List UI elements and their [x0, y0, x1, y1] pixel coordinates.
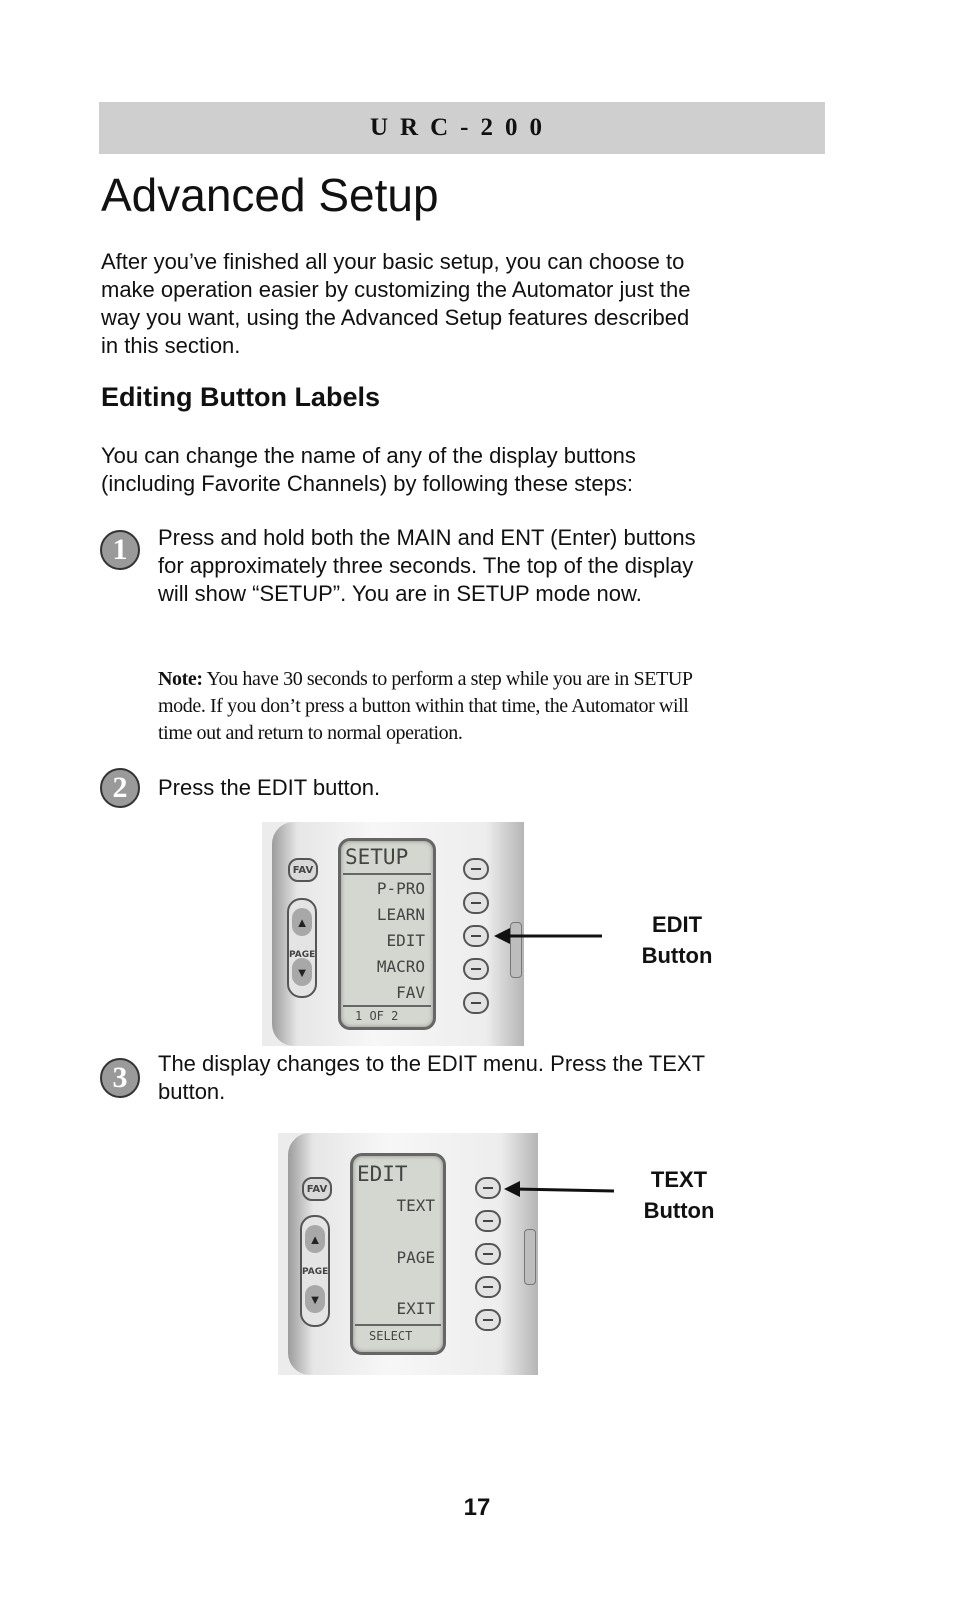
lcd-item: EDIT [386, 931, 425, 950]
side-knob [524, 1229, 536, 1285]
lcd-title: EDIT [357, 1162, 408, 1186]
text-soft-button [475, 1177, 501, 1199]
step-3-badge: 3 [100, 1058, 140, 1098]
step-1-badge: 1 [100, 530, 140, 570]
lcd-screen [338, 838, 436, 1030]
soft-button [463, 858, 489, 880]
page-down-icon: ▼ [292, 958, 312, 986]
header-title: URC-200 [370, 114, 554, 141]
note-label: Note: [158, 668, 203, 690]
section-heading: Editing Button Labels [101, 382, 380, 412]
page-rocker [287, 898, 317, 998]
text-callout [619, 1164, 739, 1226]
lcd-screen [350, 1153, 446, 1355]
soft-button [463, 958, 489, 980]
lcd-item: TEXT [396, 1196, 435, 1215]
lcd-footer: SELECT [369, 1329, 413, 1343]
edit-arrow-icon [492, 925, 604, 947]
page-down-icon: ▼ [305, 1285, 325, 1313]
page-label: PAGE [289, 950, 316, 960]
soft-button [475, 1243, 501, 1265]
step-2-badge: 2 [100, 768, 140, 808]
edit-soft-button [463, 925, 489, 947]
page-up-icon: ▲ [305, 1225, 325, 1253]
soft-button [475, 1210, 501, 1232]
edit-callout-line1: EDIT [651, 912, 703, 937]
soft-button [475, 1276, 501, 1298]
remote-setup-illustration [262, 822, 524, 1046]
fav-button: FAV [302, 1177, 332, 1201]
page-title: Advanced Setup [101, 169, 439, 221]
lcd-item: EXIT [396, 1299, 435, 1318]
lcd-title: SETUP [345, 845, 409, 869]
page-label: PAGE [302, 1267, 329, 1277]
step-3-text: The display changes to the EDIT menu. Press the TEXT button. [158, 1051, 705, 1104]
page-up-icon: ▲ [292, 908, 312, 936]
step-1-text: Press and hold both the MAIN and ENT (Enter) buttons for approximately three seconds. The top of the display will show “SETUP”. You are in SETUP mode now. [158, 525, 696, 606]
lcd-footer: 1 OF 2 [355, 1009, 399, 1023]
remote-edit-illustration [278, 1133, 538, 1375]
section-intro-paragraph: You can change the name of any of the display buttons (including Favorite Channels) by following these steps: [101, 443, 636, 496]
text-callout-line2: Button [643, 1198, 715, 1223]
edit-callout-line2: Button [641, 943, 713, 968]
lcd-item: FAV [396, 983, 425, 1002]
note [158, 666, 703, 747]
lcd-divider [343, 873, 431, 875]
soft-button [463, 892, 489, 914]
page-number: 17 [463, 1494, 491, 1521]
edit-callout [617, 909, 737, 971]
step-2-text: Press the EDIT button. [158, 775, 381, 800]
lcd-item: PAGE [396, 1248, 435, 1267]
soft-button [463, 992, 489, 1014]
lcd-item: P-PRO [376, 879, 425, 898]
header-bar [99, 102, 825, 154]
lcd-divider [355, 1324, 441, 1326]
lcd-item: LEARN [376, 905, 425, 924]
fav-button: FAV [288, 858, 318, 882]
soft-button [475, 1309, 501, 1331]
lcd-item: MACRO [376, 957, 425, 976]
note-text: You have 30 seconds to perform a step while you are in SETUP mode. If you don’t press a button within that time, the Automator will time out and return to normal operation. [158, 668, 692, 744]
lcd-divider [343, 1005, 431, 1007]
text-callout-line1: TEXT [650, 1167, 708, 1192]
intro-paragraph: After you’ve finished all your basic setup, you can choose to make operation easier by customizing the Automator just the way you want, using the Advanced Setup features described in this section. [101, 249, 691, 358]
text-arrow-icon [502, 1180, 616, 1202]
